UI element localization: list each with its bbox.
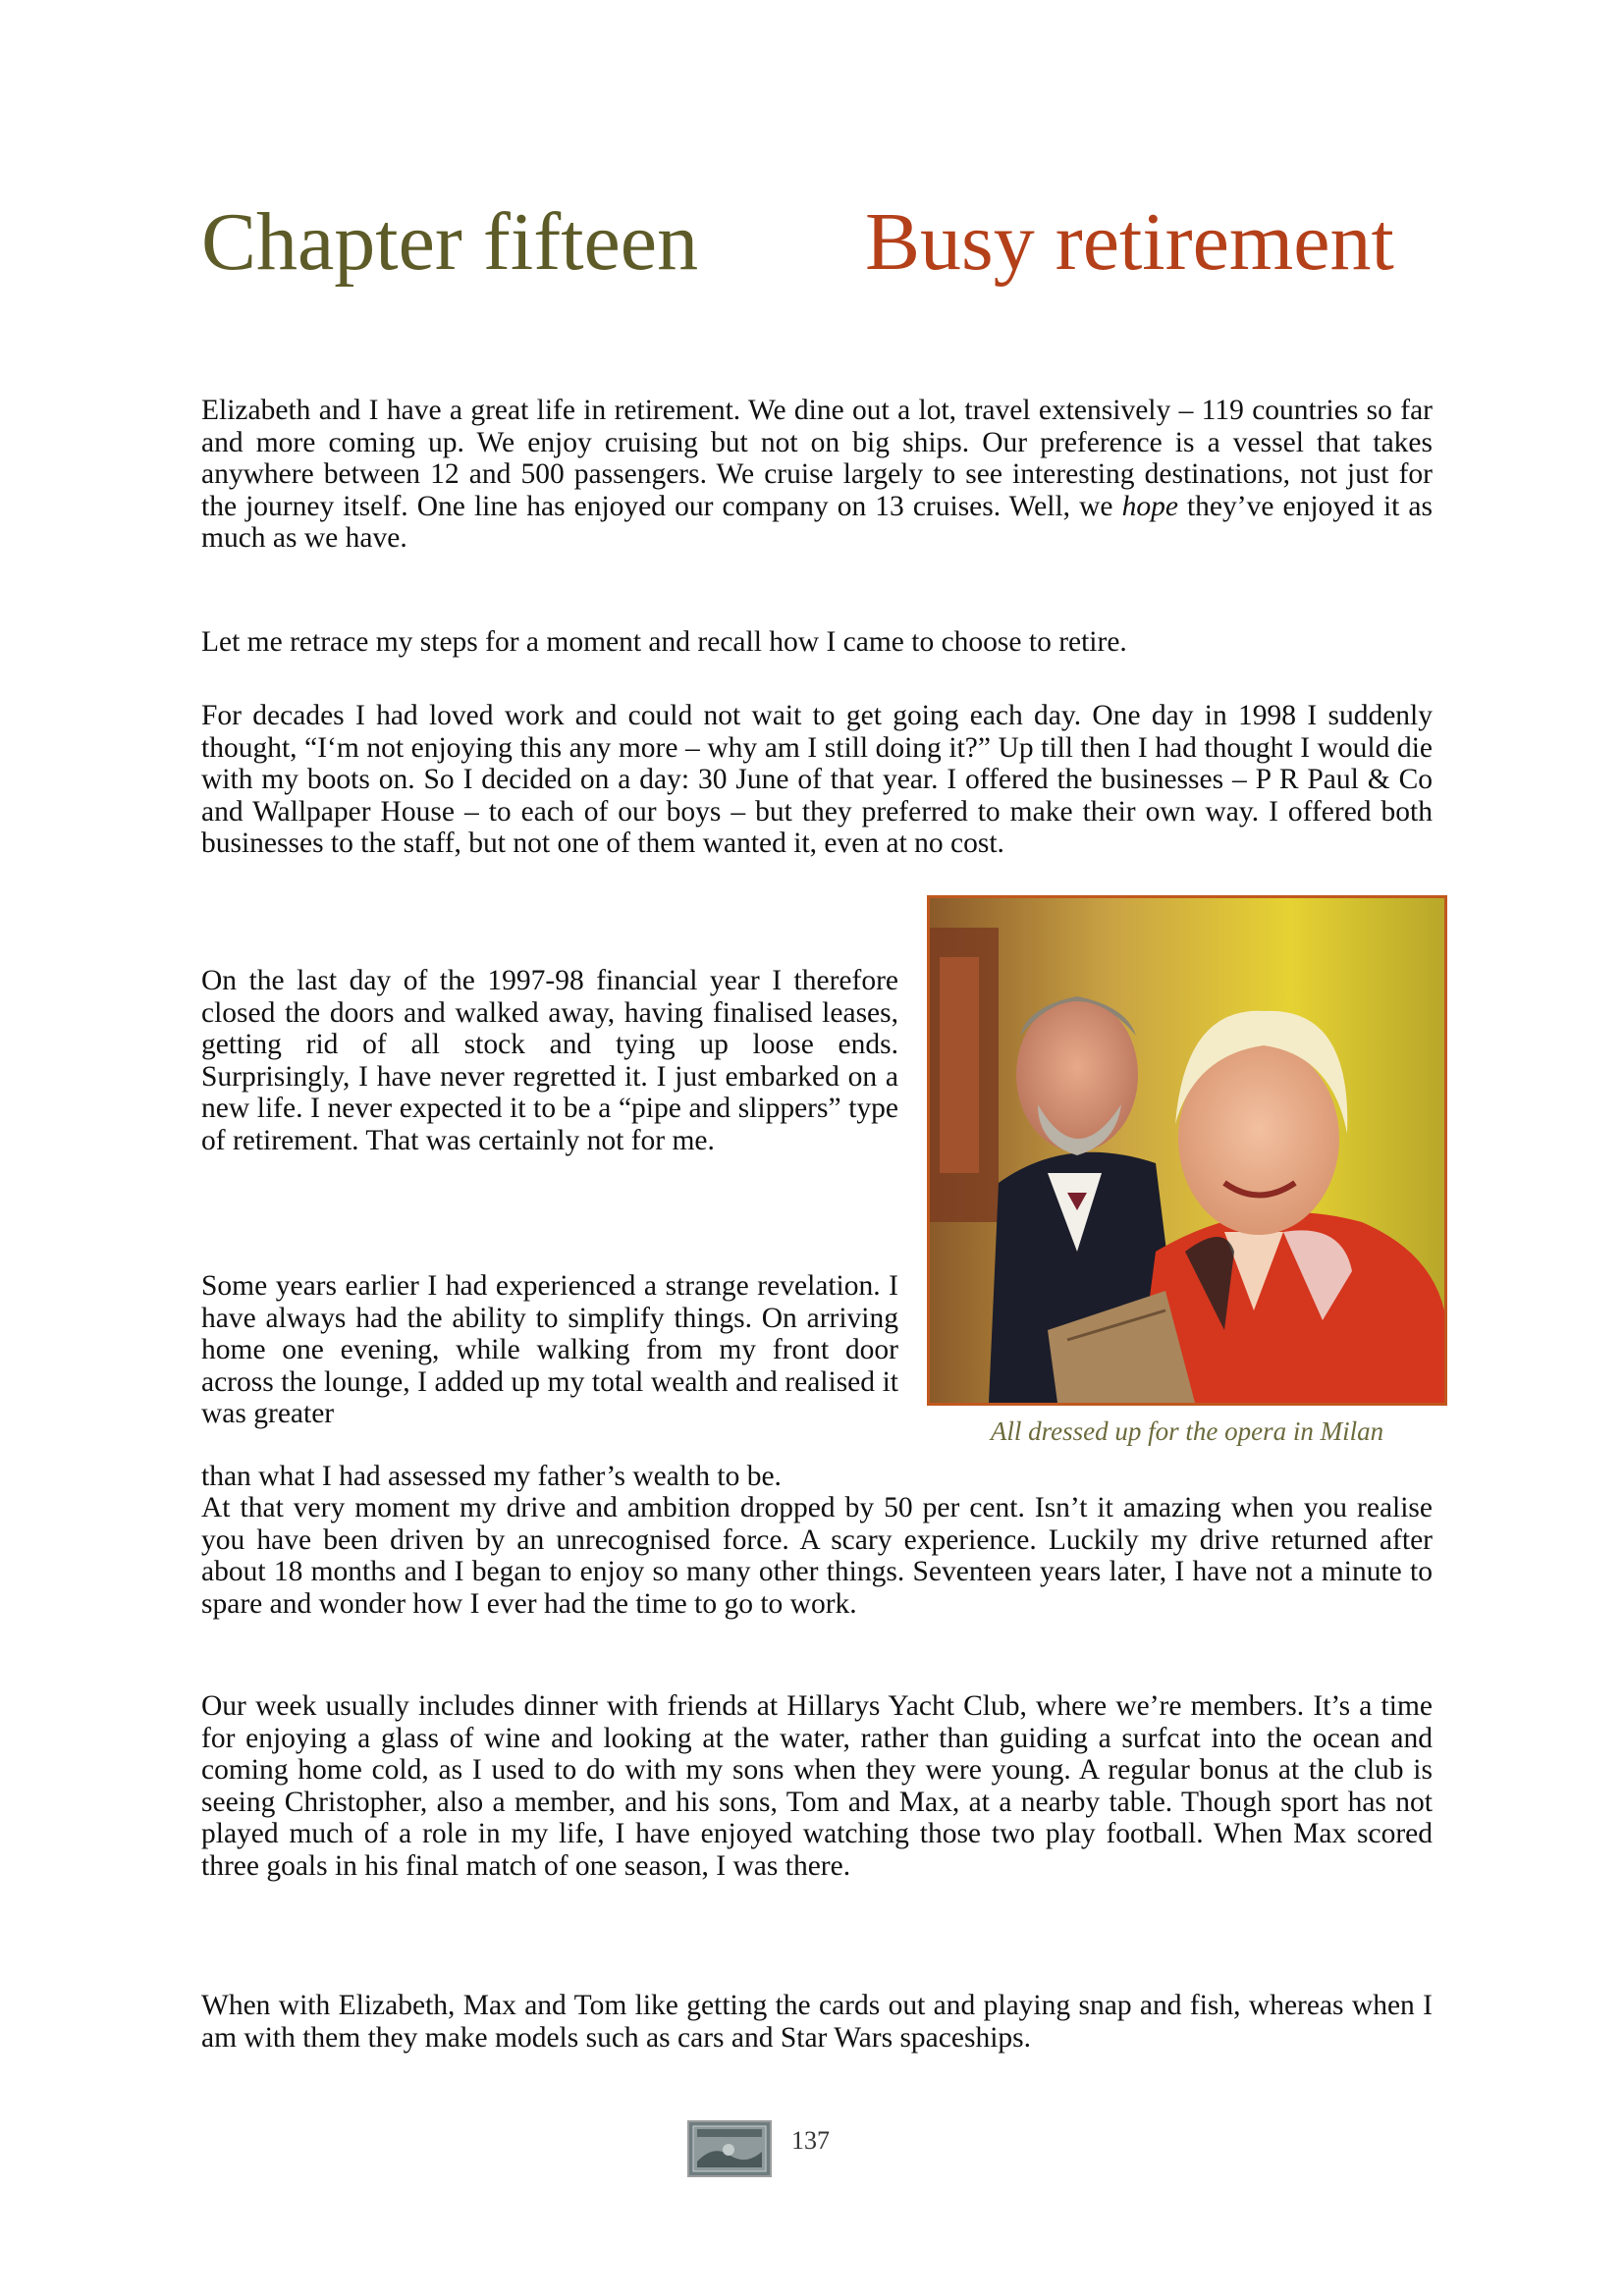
page-number: 137 <box>791 2126 830 2155</box>
paragraph-text: Elizabeth and I have a great life in retirement. We dine out a lot, travel extensively – 119 countries so far and more coming up. We enjoy cruising but not on big ships. Our preference is a vessel that takes anywhere between 12 and 500 passengers. We cruise largely to see interesting destinations, not just for the journey itself. One line has enjoyed our company on 13 cruises. Well, we <box>201 395 1433 522</box>
paragraph-revelation-line: than what I had assessed my father’s wealth to be. <box>201 1461 782 1492</box>
paragraph-revelation-continued: At that very moment my drive and ambition dropped by 50 per cent. Isn’t it amazing when you realise you have been driven by an unrecognised force. A scary experience. Luckily my drive returned after about 18 months and I began to enjoy so many other things. Seventeen years later, I have not a minute to spare and wonder how I ever had the time to go to work. <box>201 1492 1433 1620</box>
postage-stamp-icon <box>687 2120 772 2177</box>
chapter-title: Busy retirement <box>865 196 1394 288</box>
paragraph-retrace: Let me retrace my steps for a moment and recall how I came to choose to retire. <box>201 626 1127 658</box>
stamp-image <box>689 2122 770 2175</box>
paragraph-closing-doors: On the last day of the 1997-98 financial year I therefore closed the doors and walked away, having finalised leases, getting rid of all stock and tying up loose ends. Surprisingly, I have never regretted it. I just embarked on a new life. I never expected it to be a “pipe and slippers” type of retirement. That was certainly not for me. <box>201 965 898 1156</box>
paragraph-yacht-club: Our week usually includes dinner with friends at Hillarys Yacht Club, where we’re members. It’s a time for enjoying a glass of wine and looking at the water, rather than guiding a surfcat into the ocean and coming home cold, as I used to do with my sons when they were young. A regular bonus at the club is seeing Christopher, also a member, and his sons, Tom and Max, at a nearby table. Though sport has not played much of a role in my life, I have enjoyed watching those two play football. When Max scored three goals in his final match of one season, I was there. <box>201 1690 1433 1882</box>
paragraph-retirement-life <box>201 395 1433 555</box>
couple-photo <box>927 895 1447 1406</box>
paragraph-grandsons: When with Elizabeth, Max and Tom like getting the cards out and playing snap and fish, whereas when I am with them they make models such as cars and Star Wars spaceships. <box>201 1990 1433 2054</box>
chapter-heading <box>201 196 1438 288</box>
paragraph-revelation: Some years earlier I had experienced a strange revelation. I have always had the ability to simplify things. On arriving home one evening, while walking from my front door across the lounge, I added up my total wealth and realised it was greater <box>201 1270 898 1429</box>
emphasis-text: hope <box>1121 490 1178 522</box>
couple-photo-image <box>930 898 1444 1403</box>
chapter-number: Chapter fifteen <box>201 196 699 288</box>
paragraph-decision-to-retire: For decades I had loved work and could not wait to get going each day. One day in 1998 I suddenly thought, “I‘m not enjoying this any more – why am I still doing it?” Up till then I had thought I would die with my boots on. So I decided on a day: 30 June of that year. I offered the businesses – P R Paul & Co and Wallpaper House – to each of our boys – but they preferred to make their own way. I offered both businesses to the staff, but not one of them wanted it, even at no cost. <box>201 700 1433 859</box>
photo-caption: All dressed up for the opera in Milan <box>990 1416 1384 1446</box>
paragraph-text: they’ve enjoyed it as much as we have. <box>201 490 1433 554</box>
